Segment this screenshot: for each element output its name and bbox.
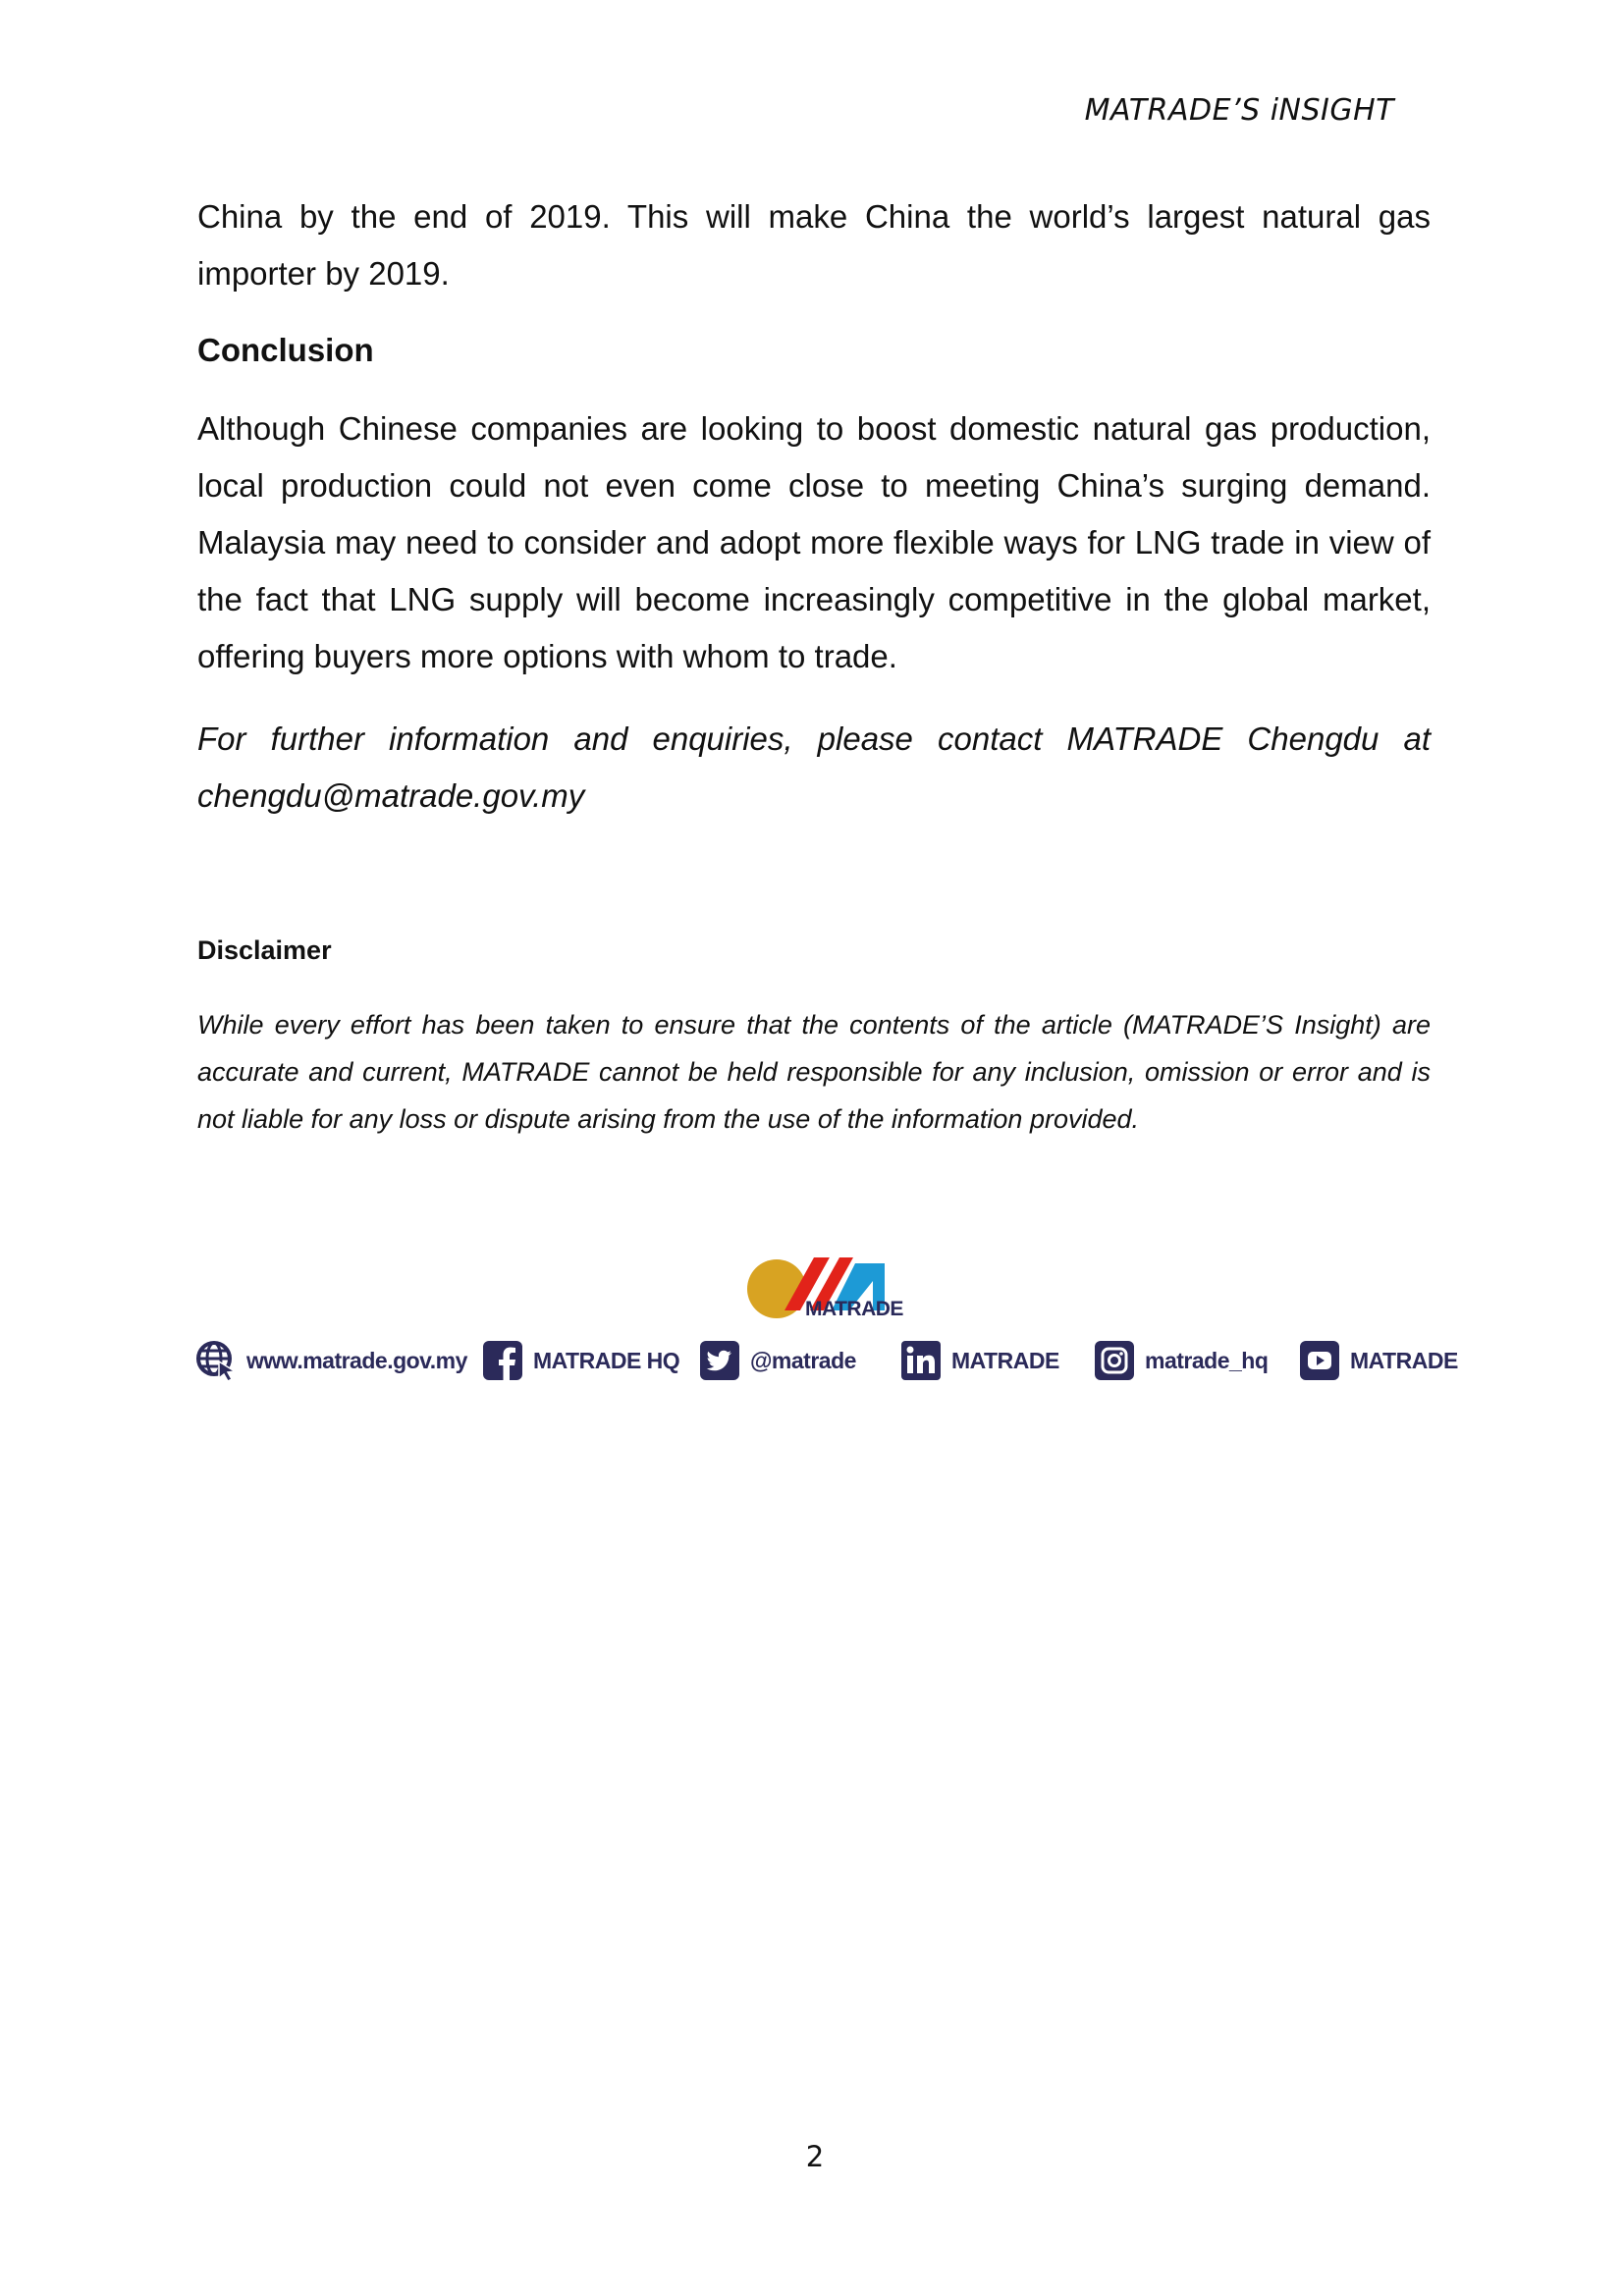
social-link-label: MATRADE HQ [533, 1347, 680, 1373]
lead-paragraph: China by the end of 2019. This will make China the world’s largest natural gas importer by 2019. [197, 198, 1431, 292]
page-number: 2 [805, 2140, 825, 2173]
instagram-icon [1094, 1340, 1135, 1381]
conclusion-paragraph: Although Chinese companies are looking to boost domestic natural gas production, local production could not even come close to meeting China’s surging demand. Malaysia may need to consider and adopt more flexible ways for LNG trade in view of the fact that LNG supply will become increasingly competitive in the global market, offering buyers more options with whom to trade. [197, 410, 1431, 674]
social-link-label: @matrade [750, 1347, 856, 1373]
youtube-icon [1299, 1340, 1340, 1381]
social-link-label: www.matrade.gov.my [246, 1347, 467, 1373]
conclusion-heading: Conclusion [197, 332, 374, 368]
logo-wordmark: MATRADE [805, 1298, 903, 1320]
disclaimer-heading: Disclaimer [197, 935, 332, 965]
social-links-row [195, 1337, 1458, 1384]
running-header-title: MATRADE’S iNSIGHT [1084, 93, 1394, 128]
social-link-facebook[interactable] [482, 1337, 679, 1384]
social-link-label: MATRADE [951, 1347, 1059, 1373]
social-link-youtube[interactable] [1299, 1337, 1458, 1384]
facebook-icon [482, 1340, 523, 1381]
globe-cursor-icon [195, 1340, 237, 1381]
social-link-twitter[interactable] [699, 1337, 856, 1384]
social-link-website[interactable] [195, 1337, 467, 1384]
social-link-label: MATRADE [1350, 1347, 1458, 1373]
disclaimer-text: While every effort has been taken to ensure that the contents of the article (MATRADE’S Insight) are accurate and current, MATRADE cannot be held responsible for any inclusion, omission or error and is not liable for any loss or dispute arising from the use of the information provided. [197, 1010, 1431, 1134]
contact-paragraph: For further information and enquiries, please contact MATRADE Chengdu at chengdu@matrade.gov.my [197, 721, 1431, 814]
linkedin-icon [900, 1340, 942, 1381]
social-link-linkedin[interactable] [900, 1337, 1059, 1384]
social-link-instagram[interactable] [1094, 1337, 1268, 1384]
social-link-label: matrade_hq [1145, 1347, 1269, 1373]
twitter-icon [699, 1340, 740, 1381]
